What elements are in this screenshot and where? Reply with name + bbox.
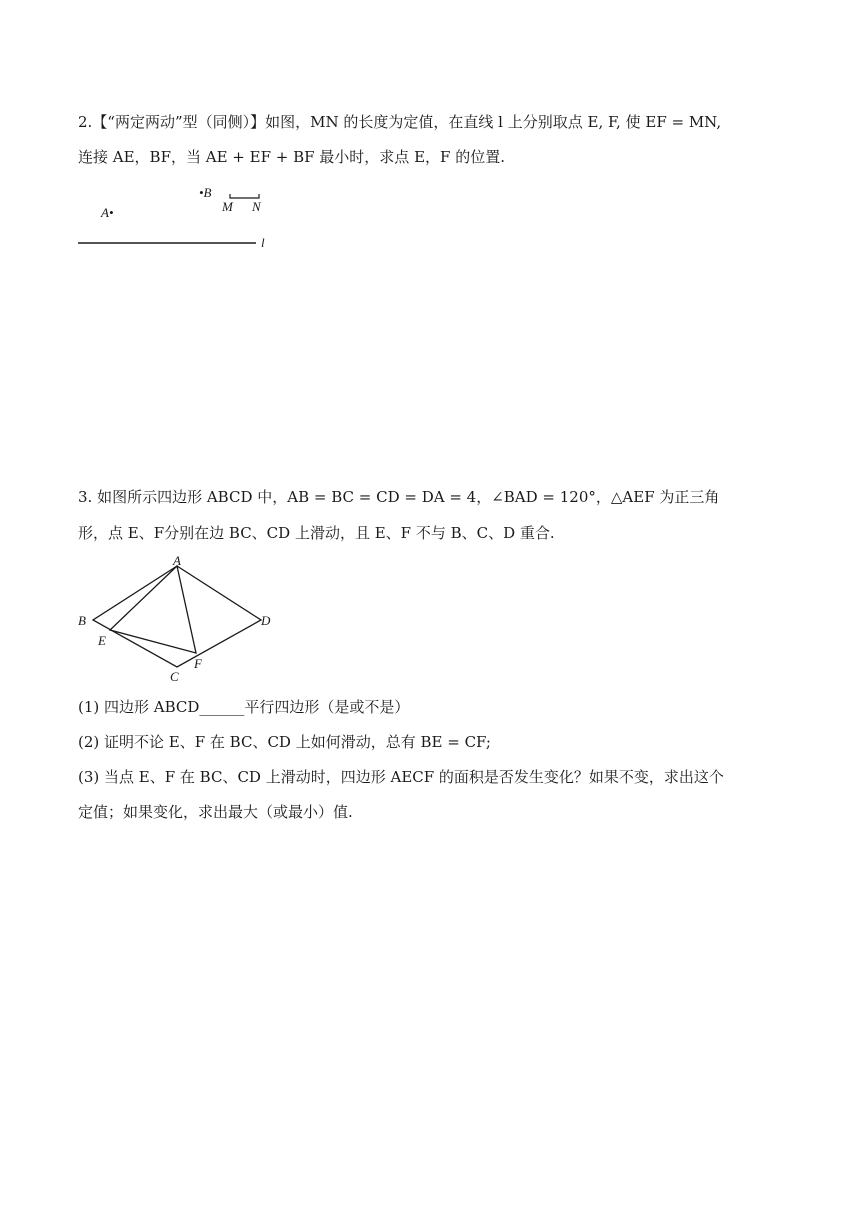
problem3-question1: (1) 四边形 ABCD______平行四边形（是或不是）: [78, 698, 410, 716]
problem2-line2: 连接 AE，BF，当 AE + EF + BF 最小时，求点 E，F 的位置.: [78, 148, 505, 166]
triangle-aef: [110, 566, 196, 653]
vertex-d-label: D: [261, 613, 271, 628]
problem2-line1: 2.【“两定两动”型（同侧）】如图，MN 的长度为定值，在直线 l 上分别取点 E, F, 使 EF = MN,: [78, 113, 722, 131]
vertex-b-label: B: [78, 613, 86, 628]
vertex-f-label: F: [194, 656, 202, 671]
problem3-figure: [74, 553, 284, 683]
vertex-e-label: E: [98, 633, 106, 648]
problem3-line1: 3. 如图所示四边形 ABCD 中，AB = BC = CD = DA = 4，∠BAD = 120°，△AEF 为正三角: [78, 488, 720, 506]
vertex-a-label: A: [173, 553, 181, 568]
segment-mn: [230, 194, 259, 198]
point-a-label: A•: [101, 205, 114, 220]
problem3-line2: 形，点 E、F分别在边 BC、CD 上滑动，且 E、F 不与 B、C、D 重合.: [78, 524, 555, 542]
line-l-label: l: [261, 235, 265, 250]
problem2-figure: [75, 180, 295, 255]
point-n-label: N: [252, 199, 261, 214]
problem3-question2: (2) 证明不论 E、F 在 BC、CD 上如何滑动，总有 BE = CF;: [78, 733, 491, 751]
problem3-question3-line1: (3) 当点 E、F 在 BC、CD 上滑动时，四边形 AECF 的面积是否发生变化？如果不变，求出这个: [78, 768, 724, 786]
point-m-label: M: [222, 199, 233, 214]
vertex-c-label: C: [170, 669, 179, 683]
quadrilateral-abcd: [93, 566, 261, 667]
problem3-question3-line2: 定值；如果变化，求出最大（或最小）值.: [78, 803, 353, 821]
point-b-label: •B: [199, 185, 212, 200]
